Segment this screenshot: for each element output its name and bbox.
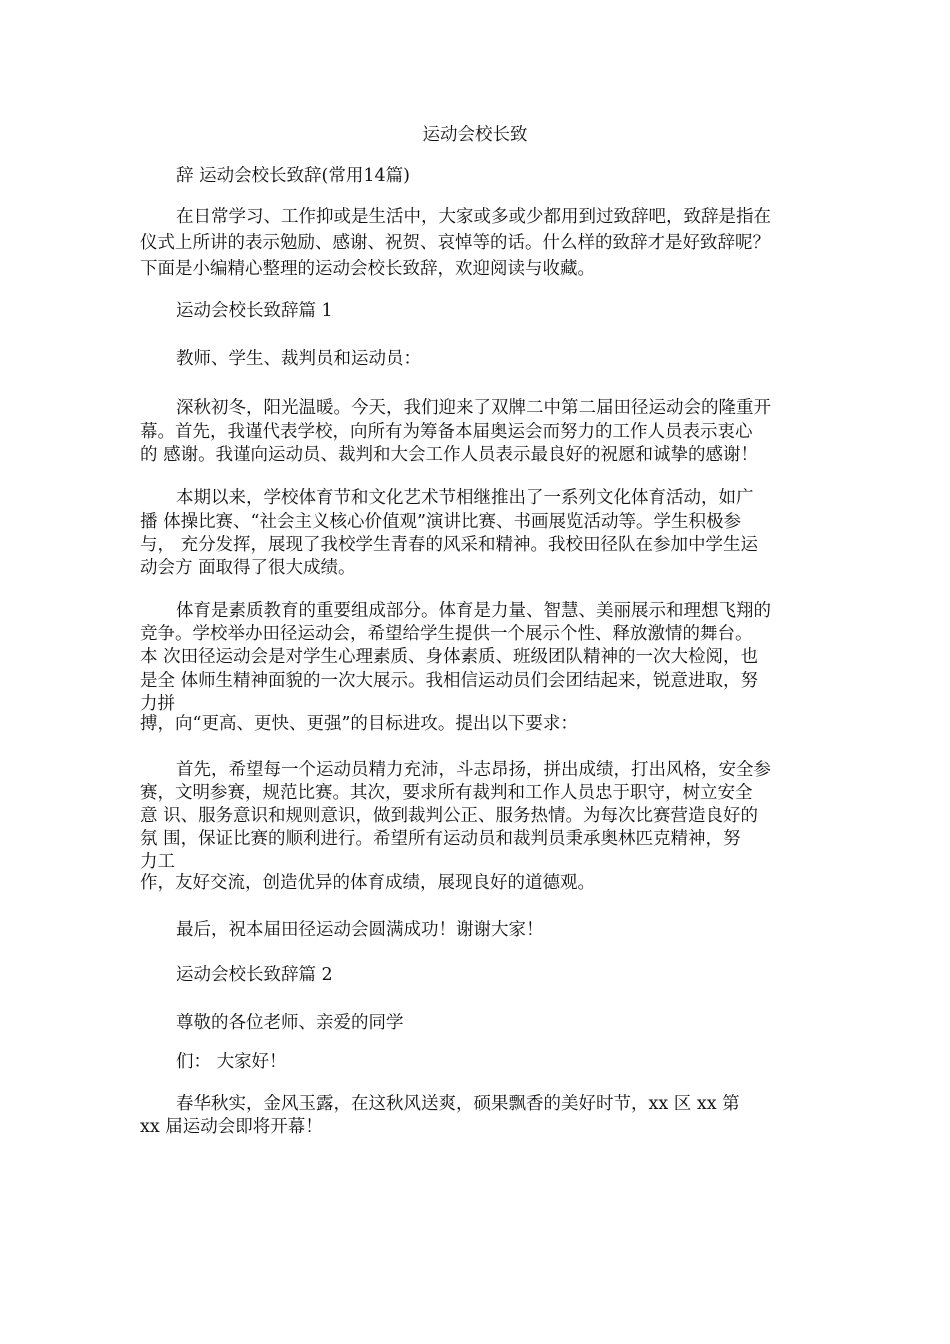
paragraph-line: 是全 体师生精神面貌的一次大展示。我相信运动员们会团结起来，锐意进取，努	[140, 671, 759, 691]
paragraph-line: 在日常学习、工作抑或是生活中，大家或多或少都用到过致辞吧，致辞是指在	[176, 207, 771, 227]
section-heading: 运动会校长致辞篇 2	[176, 965, 333, 985]
paragraph-line: 作，友好交流，创造优异的体育成绩，展现良好的道德观。	[140, 873, 595, 893]
paragraph-line: 幕。首先，我谨代表学校，向所有为筹备本届奥运会而努力的工作人员表示衷心	[140, 422, 753, 442]
paragraph-line: 深秋初冬，阳光温暖。今天，我们迎来了双牌二中第二届田径运动会的隆重开	[176, 398, 771, 418]
section-heading: 运动会校长致辞篇 1	[176, 301, 333, 321]
paragraph-line: 动会方 面取得了很大成绩。	[140, 558, 356, 578]
paragraph-line: 与， 充分发挥，展现了我校学生青春的风采和精神。我校田径队在参加中学生运	[140, 535, 759, 555]
greeting: 尊敬的各位老师、亲爱的同学	[176, 1013, 404, 1033]
paragraph-line: 竞争。学校举办田径运动会，希望给学生提供一个展示个性、释放激情的舞台。	[140, 624, 753, 644]
paragraph-line: 本期以来，学校体育节和文化艺术节相继推出了一系列文化体育活动，如广	[176, 488, 754, 508]
paragraph-line: xx 届运动会即将开幕！	[140, 1117, 323, 1137]
paragraph-line: 本 次田径运动会是对学生心理素质、身体素质、班级团队精神的一次大检阅，也	[140, 647, 759, 667]
paragraph-line: 搏，向“更高、更快、更强”的目标进攻。提出以下要求：	[140, 714, 578, 734]
paragraph-line: 下面是小编精心整理的运动会校长致辞，欢迎阅读与收藏。	[140, 259, 595, 279]
paragraph-line: 力拼	[140, 694, 175, 714]
paragraph-line: 首先，希望每一个运动员精力充沛，斗志昂扬，拼出成绩，打出风格，安全参	[176, 760, 771, 780]
paragraph-line: 意 识、服务意识和规则意识，做到裁判公正、服务热情。为每次比赛营造良好的	[140, 806, 759, 826]
document-title: 运动会校长致	[422, 125, 528, 145]
paragraph-line: 力工	[140, 852, 175, 872]
paragraph-line: 的 感谢。我谨向运动员、裁判和大会工作人员表示最良好的祝愿和诚挚的感谢！	[140, 445, 759, 465]
greeting: 们： 大家好！	[176, 1052, 287, 1072]
closing-line: 最后，祝本届田径运动会圆满成功！谢谢大家！	[176, 920, 544, 940]
paragraph-line: 春华秋实，金风玉露，在这秋风送爽，硕果飘香的美好时节，xx 区 xx 第	[176, 1094, 740, 1114]
paragraph-line: 播 体操比赛、“社会主义核心价值观”演讲比赛、书画展览活动等。学生积极参	[140, 512, 741, 532]
paragraph-line: 体育是素质教育的重要组成部分。体育是力量、智慧、美丽展示和理想飞翔的	[176, 601, 771, 621]
document-subtitle: 辞 运动会校长致辞(常用14篇)	[176, 166, 410, 186]
paragraph-line: 仪式上所讲的表示勉励、感谢、祝贺、哀悼等的话。什么样的致辞才是好致辞呢？	[140, 233, 770, 253]
paragraph-line: 赛，文明参赛，规范比赛。其次，要求所有裁判和工作人员忠于职守，树立安全	[140, 783, 753, 803]
greeting: 教师、学生、裁判员和运动员：	[176, 349, 421, 369]
paragraph-line: 氛 围，保证比赛的顺利进行。希望所有运动员和裁判员秉承奥林匹克精神，努	[140, 829, 741, 849]
